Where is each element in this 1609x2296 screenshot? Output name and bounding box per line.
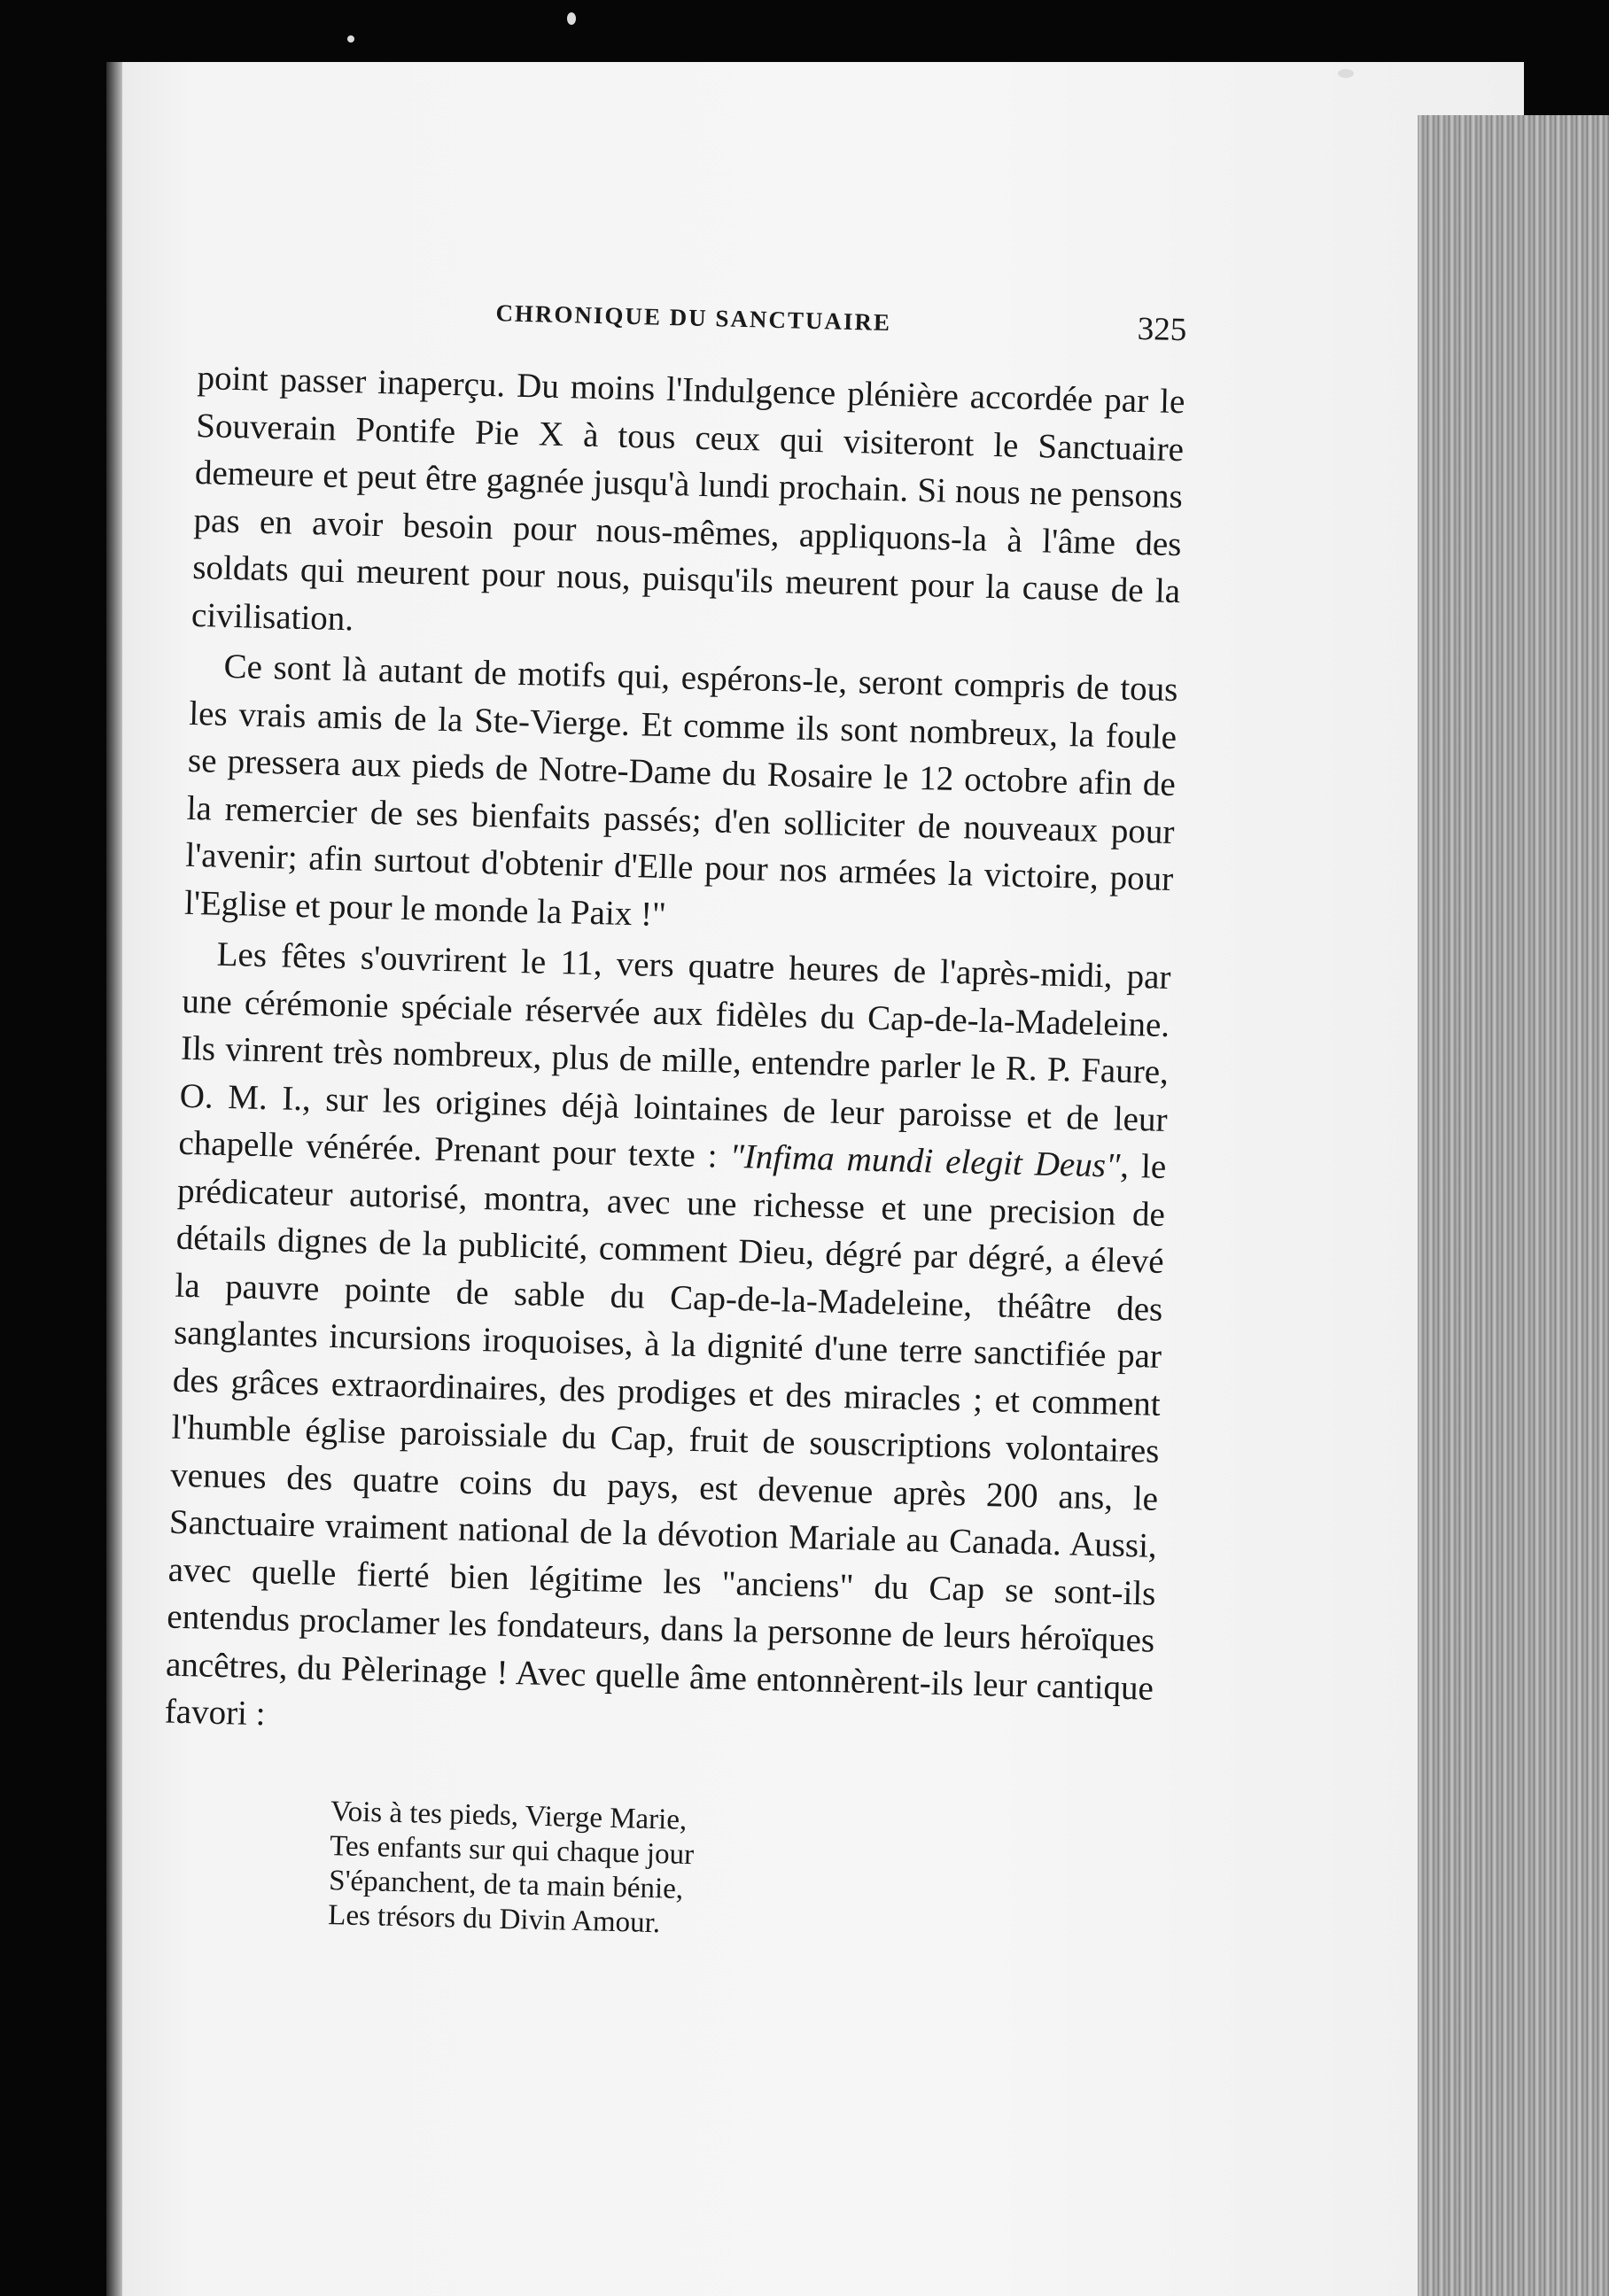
paragraph-3-text-before: Les fêtes s'ouvrirent le 11, vers quatre heures de l'après-midi, par une cérémonie spéciale réservée aux fidèles du Cap-de-la-Madeleine. Ils vinrent très nombreux, plus de mille, entendre parler le R. P. Faure, O. M. I., sur les origines déjà lointaines de leur paroisse et de leur chapelle vénérée. Prenant pour texte : xyxy=(178,935,1171,1175)
dust-speck xyxy=(347,35,354,43)
verse-line: S'épanchent, de ta main bénie, xyxy=(328,1864,684,1905)
hymn-verse xyxy=(328,1795,1151,1953)
page-text-block xyxy=(159,292,1187,1952)
verse-line: Vois à tes pieds, Vierge Marie, xyxy=(330,1795,688,1836)
paragraph-2: Ce sont là autant de motifs qui, espérons-le, seront compris de tous les vrais amis de la Ste-Vierge. Et comme ils sont nombreux, la foule se pressera aux pieds de Notre-Dame du Rosaire le 12 octobre afin de la remercier de ses bienfaits passés; d'en solliciter de nouveaux pour l'avenir; afin surtout d'obtenir d'Elle pour nos armées la victoire, pour l'Eglise et pour le monde la Paix !" xyxy=(183,647,1178,934)
paragraph-3 xyxy=(164,930,1171,1759)
paragraph-1: point passer inaperçu. Du moins l'Indulgence plénière accordée par le Souverain Pontife Pie X à tous ceux qui visiteront le Sanctuaire demeure et peut être gagnée jusqu'à lundi prochain. Si nous ne pensons pas en avoir besoin pour nous-mêmes, appliquons-la à l'âme des soldats qui meurent pour nous, puisqu'ils meurent pour la cause de la civilisation. xyxy=(190,358,1185,638)
verse-line: Tes enfants sur qui chaque jour xyxy=(329,1829,695,1871)
paragraph-3-text-after: , le prédicateur autorisé, montra, avec une richesse et une precision de détails dignes de la publicité, comment Dieu, dégré par dégré, a élevé la pauvre pointe de sable du Cap-de-la-Madeleine, théâtre des sanglantes incursions iroquoises, à la dignité d'une terre sanctifiée par des grâces extraordinaires, des prodiges et des miracles ; et comment l'humble église paroissiale du Cap, fruit de souscriptions volontaires venues des quatre coins du pays, est devenue après 200 ans, le Sanctuaire vraiment national de la dévotion Mariale au Canada. Aussi, avec quelle fierté bien légitime les "anciens" du Cap se sont-ils entendus proclamer les fondateurs, dans la personne de leurs héroïques ancêtres, du Pèlerinage ! Avec quelle âme entonnèrent-ils leur cantique favori : xyxy=(164,1146,1167,1734)
dust-speck xyxy=(1338,69,1354,78)
latin-quotation: "Infima mundi elegit Deus" xyxy=(729,1136,1121,1185)
verse-line: Les trésors du Divin Amour. xyxy=(327,1898,661,1939)
page-number: 325 xyxy=(1137,310,1187,349)
page-edges-stack xyxy=(1418,115,1609,2296)
dust-speck xyxy=(567,12,576,25)
running-head: CHRONIQUE DU SANCTUAIRE xyxy=(495,299,892,337)
page-gutter-shadow xyxy=(106,62,122,2296)
